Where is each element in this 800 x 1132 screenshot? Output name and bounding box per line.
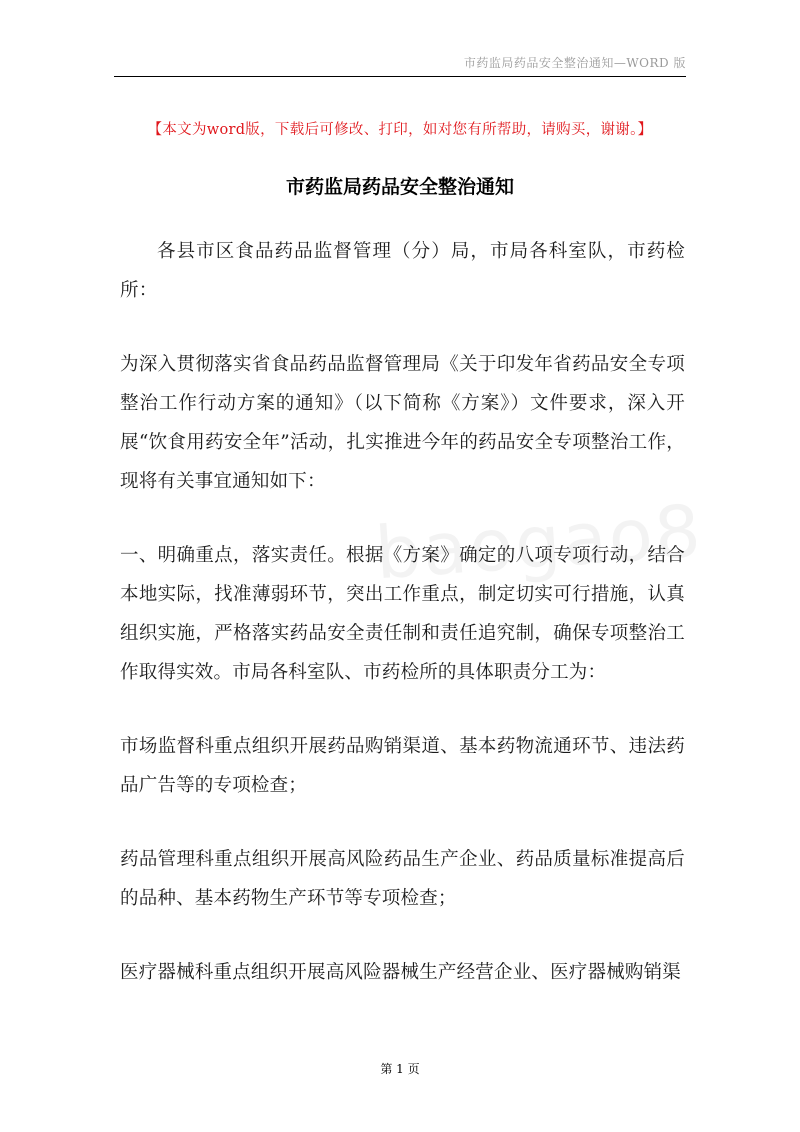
page-header-text: 市药监局药品安全整治通知—WORD 版 [463,56,686,70]
document-title: 市药监局药品安全整治通知 [285,176,514,198]
section-one-paragraph: 一、明确重点，落实责任。根据《方案》确定的八项专项行动，结合本地实际，找准薄弱环节，突出工作重点，制定切实可行措施，认真组织实施，严格落实药品安全责任制和责任追究制，确保专项整治工作取得实效。市局各科室队、市药检所的具体职责分工为： [120,545,685,683]
download-notice: 【本文为word版，下载后可修改、打印，如对您有所帮助，请购买，谢谢。】 [147,122,653,138]
page-number: 第 1 页 [380,1062,420,1076]
header-divider [114,76,686,77]
intro-paragraph: 为深入贯彻落实省食品药品监督管理局《关于印发年省药品安全专项整治工作行动方案的通知》（以下简称《方案》）文件要求，深入开展“饮食用药安全年”活动，扎实推进今年的药品安全专项整治工作，现将有关事宜通知如下： [120,354,685,492]
drug-management-paragraph: 药品管理科重点组织开展高风险药品生产企业、药品质量标准提高后的品种、基本药物生产环节等专项检查； [120,849,685,909]
salutation-paragraph: 各县市区食品药品监督管理（分）局，市局各科室队，市药检所： [120,241,685,301]
market-supervision-paragraph: 市场监督科重点组织开展药品购销渠道、基本药物流通环节、违法药品广告等的专项检查； [120,736,685,796]
document-body [120,232,685,1027]
medical-device-paragraph: 医疗器械科重点组织开展高风险器械生产经营企业、医疗器械购销渠 [120,962,682,983]
